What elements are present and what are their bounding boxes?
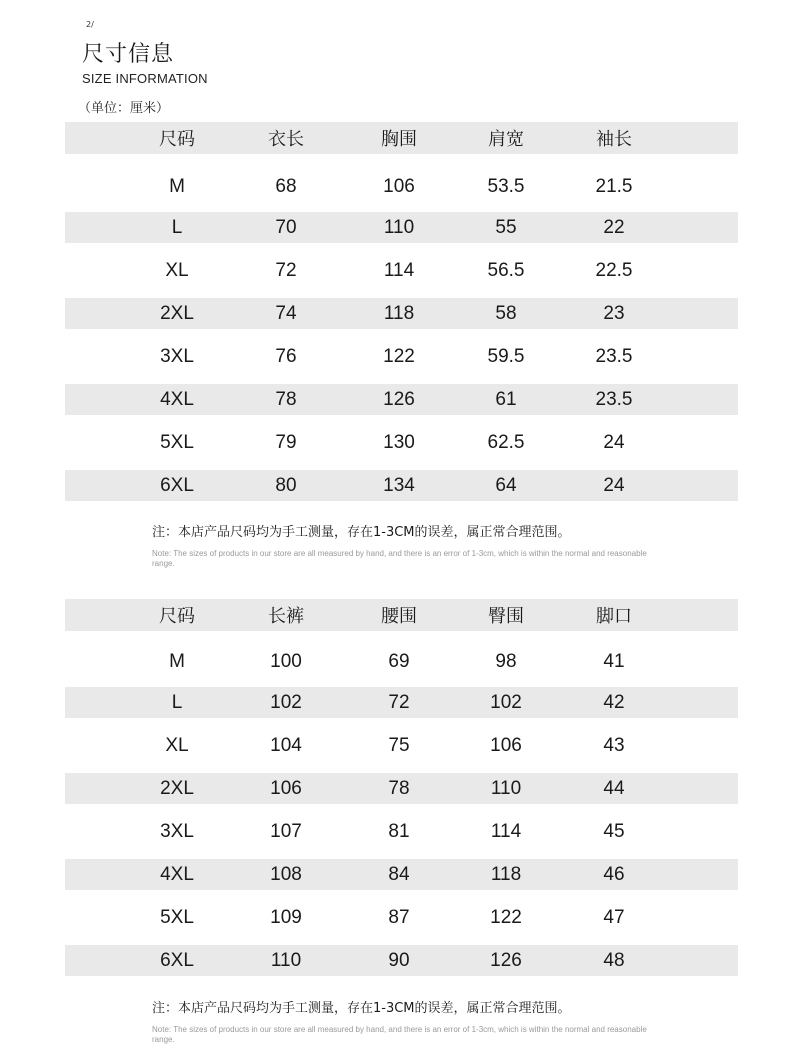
- table-cell: 45: [603, 820, 625, 842]
- table-cell: 130: [383, 431, 415, 453]
- header-cell: 脚口: [596, 606, 632, 627]
- table-cell: 72: [388, 691, 410, 713]
- table-cell: 2XL: [160, 777, 194, 799]
- table-cell: 61: [495, 388, 517, 410]
- table-cell: 56.5: [487, 259, 525, 281]
- table-cell: 62.5: [487, 431, 525, 453]
- table-cell: 106: [383, 176, 415, 197]
- table-cell: 41: [603, 651, 625, 672]
- table-cell: 69: [388, 651, 410, 672]
- table-cell: 81: [388, 820, 410, 842]
- table-cell: 110: [490, 777, 522, 799]
- bottoms-size-table: [65, 599, 738, 976]
- table-cell: 78: [275, 388, 297, 410]
- table-cell: 118: [490, 863, 522, 885]
- table-row: [65, 154, 738, 212]
- table-row: [65, 687, 738, 718]
- header-cell: 胸围: [381, 129, 417, 150]
- table-cell: 70: [275, 216, 297, 238]
- table-row: [65, 212, 738, 243]
- table-cell: 74: [275, 302, 297, 324]
- table-cell: 44: [603, 777, 625, 799]
- table-cell: 53.5: [487, 176, 525, 197]
- table-cell: 126: [383, 388, 415, 410]
- header-cell: 腰围: [381, 606, 417, 627]
- table-cell: 23.5: [595, 345, 633, 367]
- measurement-note-zh: 注：本店产品尺码均为手工测量，存在1-3CM的误差，属正常合理范围。: [152, 1001, 571, 1016]
- table-cell: 5XL: [160, 906, 194, 928]
- table-row: [65, 804, 738, 859]
- table-cell: 102: [270, 691, 302, 713]
- table-cell: 108: [270, 863, 302, 885]
- table-cell: 79: [275, 431, 297, 453]
- table-row: [65, 859, 738, 890]
- header-cell: 肩宽: [488, 129, 524, 150]
- table-cell: 47: [603, 906, 625, 928]
- table-cell: M: [169, 176, 185, 197]
- table-cell: 5XL: [160, 431, 194, 453]
- table-row: [65, 890, 738, 945]
- table-cell: 43: [603, 734, 625, 756]
- table-cell: 4XL: [160, 863, 194, 885]
- table-cell: 114: [490, 820, 522, 842]
- table-cell: 126: [490, 949, 522, 971]
- table-cell: 42: [603, 691, 625, 713]
- measurement-note-zh: 注：本店产品尺码均为手工测量，存在1-3CM的误差，属正常合理范围。: [152, 525, 571, 540]
- table-cell: 114: [383, 259, 415, 281]
- header-cell: 袖长: [596, 129, 632, 150]
- table-cell: 104: [270, 734, 302, 756]
- table-cell: 3XL: [160, 345, 194, 367]
- table-cell: 46: [603, 863, 625, 885]
- table-cell: 22.5: [595, 259, 633, 281]
- table-cell: 98: [495, 651, 517, 672]
- page-marker: 2/: [86, 20, 94, 29]
- table-cell: XL: [165, 734, 189, 756]
- table-cell: 107: [270, 820, 302, 842]
- table-cell: 87: [388, 906, 410, 928]
- table-row: [65, 329, 738, 384]
- table-cell: 118: [383, 302, 415, 324]
- table-cell: L: [171, 691, 183, 713]
- table-row: [65, 945, 738, 976]
- table-cell: 4XL: [160, 388, 194, 410]
- header-cell: 尺码: [159, 129, 195, 150]
- table-cell: 24: [603, 431, 625, 453]
- table-row: [65, 415, 738, 470]
- header-cell: 长裤: [268, 606, 304, 627]
- table-cell: 23.5: [595, 388, 633, 410]
- table-cell: 110: [270, 949, 302, 971]
- table-cell: 122: [383, 345, 415, 367]
- table-cell: 134: [383, 474, 415, 496]
- table-cell: 100: [270, 651, 302, 672]
- table-cell: 80: [275, 474, 297, 496]
- table-cell: 106: [270, 777, 302, 799]
- table-header-row: [65, 122, 738, 154]
- table-row: [65, 718, 738, 773]
- table-row: [65, 298, 738, 329]
- table-cell: 59.5: [487, 345, 525, 367]
- table-row: [65, 243, 738, 298]
- table-cell: M: [169, 651, 185, 672]
- table-cell: 23: [603, 302, 625, 324]
- page-title: 尺寸信息: [82, 42, 175, 67]
- table-cell: 90: [388, 949, 410, 971]
- table-cell: 24: [603, 474, 625, 496]
- page-subtitle: SIZE INFORMATION: [82, 71, 208, 86]
- table-cell: 3XL: [160, 820, 194, 842]
- table-cell: L: [171, 216, 183, 238]
- table-cell: 48: [603, 949, 625, 971]
- table-row: [65, 470, 738, 501]
- table-row: [65, 631, 738, 687]
- table-row: [65, 773, 738, 804]
- table-cell: 55: [495, 216, 517, 238]
- unit-note: （单位：厘米）: [78, 101, 170, 116]
- table-cell: 22: [603, 216, 625, 238]
- table-header-row: [65, 599, 738, 631]
- table-cell: 84: [388, 863, 410, 885]
- header-cell: 尺码: [159, 606, 195, 627]
- table-cell: 106: [490, 734, 522, 756]
- table-cell: 58: [495, 302, 517, 324]
- measurement-note-en: Note: The sizes of products in our store are all measured by hand, and there is an error of 1-3cm, which is within the normal and reasonable range.: [152, 549, 647, 568]
- table-cell: 75: [388, 734, 410, 756]
- table-cell: 2XL: [160, 302, 194, 324]
- table-cell: 21.5: [595, 176, 633, 197]
- table-cell: 68: [275, 176, 297, 197]
- table-cell: 76: [275, 345, 297, 367]
- table-cell: 64: [495, 474, 517, 496]
- table-cell: 72: [275, 259, 297, 281]
- table-cell: 122: [490, 906, 522, 928]
- table-row: [65, 384, 738, 415]
- header-cell: 臀围: [488, 606, 524, 627]
- tops-size-table: [65, 122, 738, 501]
- header-cell: 衣长: [268, 129, 304, 150]
- table-cell: 6XL: [160, 949, 194, 971]
- table-cell: XL: [165, 259, 189, 281]
- table-cell: 78: [388, 777, 410, 799]
- table-cell: 6XL: [160, 474, 194, 496]
- table-cell: 110: [383, 216, 415, 238]
- table-cell: 102: [490, 691, 522, 713]
- table-cell: 109: [270, 906, 302, 928]
- measurement-note-en: Note: The sizes of products in our store are all measured by hand, and there is an error of 1-3cm, which is within the normal and reasonable range.: [152, 1025, 647, 1044]
